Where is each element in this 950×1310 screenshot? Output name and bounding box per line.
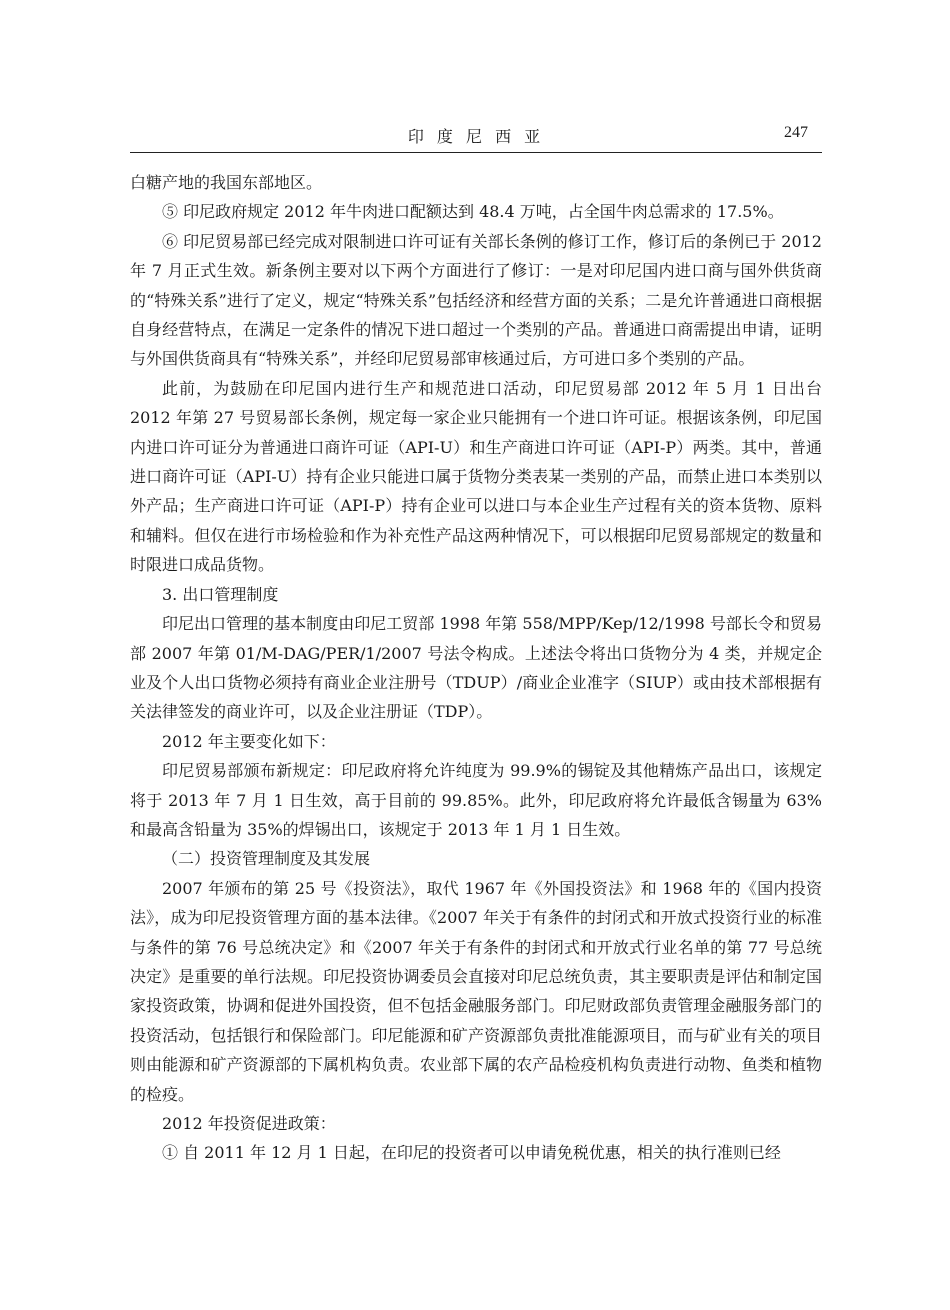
paragraph: 印尼贸易部颁布新规定：印尼政府将允许纯度为 99.9%的锡锭及其他精炼产品出口，该规定将于 2013 年 7 月 1 日生效，高于目前的 99.85%。此外，印尼政府将允许最低含锡量为 63%和最高含铅量为 35%的焊锡出口，该规定于 2013 年 1 月 1 日生效。 [130,761,822,839]
paragraph: 白糖产地的我国东部地区。 [130,173,323,192]
paragraph: ① 自 2011 年 12 月 1 日起，在印尼的投资者可以申请免税优惠，相关的执行准则已经 [162,1143,781,1163]
paragraph: 2012 年投资促进政策： [162,1114,336,1133]
page-number: 247 [784,124,808,141]
paragraph: 2007 年颁布的第 25 号《投资法》，取代 1967 年《外国投资法》和 1968 年的《国内投资法》，成为印尼投资管理方面的基本法律。《2007 年关于有条件的封闭式和开放式投资行业的标准与条件的第 76 号总统决定》和《2007 年关于有条件的封闭式和开放式行业名单的第 77 号总统决定》是重要的单行法规。印尼投资协调委员会直接对印尼总统负责，其主要职责是评估和制定国家投资政策，协调和促进外国投资，但不包括金融服务部门。印尼财政部负责管理金融服务部门的投资活动，包括银行和保险部门。印尼能源和矿产资源部负责批准能源项目，而与矿业有关的项目则由能源和矿产资源部的下属机构负责。农业部下属的农产品检疫机构负责进行动物、鱼类和植物的检疫。 [130,878,822,1104]
paragraph: ⑤ 印尼政府规定 2012 年牛肉进口配额达到 48.4 万吨，占全国牛肉总需求的 17.5%。 [162,202,784,222]
page-header [130,118,822,153]
paragraph: 此前，为鼓励在印尼国内进行生产和规范进口活动，印尼贸易部 2012 年 5 月 1 日出台 2012 年第 27 号贸易部长条例，规定每一家企业只能拥有一个进口许可证。根据该条例，印尼国内进口许可证分为普通进口商许可证（API-U）和生产商进口许可证（API-P）两类。其中，普通进口商许可证（API-U）持有企业只能进口属于货物分类表某一类别的产品，而禁止进口本类别以外产品；生产商进口许可证（API-P）持有企业可以进口与本企业生产过程有关的资本货物、原料和辅料。但仅在进行市场检验和作为补充性产品这两种情况下，可以根据印尼贸易部规定的数量和时限进口成品货物。 [130,378,822,575]
body-text [130,168,822,1168]
paragraph: 印尼出口管理的基本制度由印尼工贸部 1998 年第 558/MPP/Kep/12/1998 号部长令和贸易部 2007 年第 01/M-DAG/PER/1/2007 号法令构成。上述法令将出口货物分为 4 类，并规定企业及个人出口货物必须持有商业企业注册号（TDUP）/商业企业准字（SIUP）或由技术部根据有关法律签发的商业许可，以及企业注册证（TDP）。 [130,614,822,722]
section-heading: 3. 出口管理制度 [162,584,279,604]
paragraph: ⑥ 印尼贸易部已经完成对限制进口许可证有关部长条例的修订工作，修订后的条例已于 2012 年 7 月正式生效。新条例主要对以下两个方面进行了修订：一是对印尼国内进口商与国外供货商的“特殊关系”进行了定义，规定“特殊关系”包括经济和经营方面的关系；二是允许普通进口商根据自身经营特点，在满足一定条件的情况下进口超过一个类别的产品。普通进口商需提出申请，证明与外国供货商具有“特殊关系”，并经印尼贸易部审核通过后，方可进口多个类别的产品。 [130,231,822,369]
paragraph: 2012 年主要变化如下： [162,731,336,751]
running-title: 印 度 尼 西 亚 [407,127,545,146]
section-heading: （二）投资管理制度及其发展 [162,849,371,869]
